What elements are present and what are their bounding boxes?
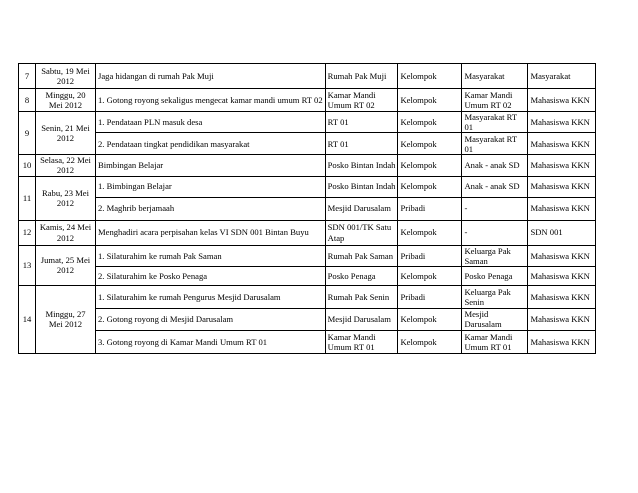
- kegiatan-cell: 3. Gotong royong di Kamar Mandi Umum RT 01: [96, 330, 326, 353]
- sasaran-cell: Masyarakat: [462, 64, 528, 89]
- table-row: [19, 245, 596, 266]
- kegiatan-cell: 2. Gotong royong di Mesjid Darusalam: [96, 308, 326, 330]
- kegiatan-cell: 1. Silaturahim ke rumah Pengurus Mesjid Darusalam: [96, 285, 326, 308]
- sifat-cell: Kelompok: [398, 308, 462, 330]
- kegiatan-cell: Menghadiri acara perpisahan kelas VI SDN 001 Bintan Buyu: [96, 220, 326, 245]
- sasaran-cell: -: [462, 220, 528, 245]
- tempat-cell: Posko Bintan Indah: [325, 176, 398, 197]
- sifat-cell: Kelompok: [398, 176, 462, 197]
- activity-table: [18, 63, 596, 354]
- kegiatan-cell: 2. Silaturahim ke Posko Penaga: [96, 266, 326, 285]
- tempat-cell: RT 01: [325, 133, 398, 155]
- table-row: [19, 220, 596, 245]
- sasaran-cell: Anak - anak SD: [462, 155, 528, 176]
- row-number: 10: [19, 155, 36, 176]
- sasaran-cell: Masyarakat RT 01: [462, 112, 528, 133]
- sifat-cell: Kelompok: [398, 330, 462, 353]
- table-row: [19, 155, 596, 176]
- date-cell: Rabu, 23 Mei 2012: [36, 176, 96, 220]
- tempat-cell: Kamar Mandi Umum RT 01: [325, 330, 398, 353]
- kegiatan-cell: 1. Gotong royong sekaligus mengecat kamar mandi umum RT 02: [96, 89, 326, 112]
- table-row: [19, 176, 596, 197]
- pelaksana-cell: Mahasiswa KKN: [528, 133, 596, 155]
- table-row: [19, 197, 596, 220]
- sifat-cell: Kelompok: [398, 220, 462, 245]
- table-row: [19, 330, 596, 353]
- kegiatan-cell: 2. Pendataan tingkat pendidikan masyarakat: [96, 133, 326, 155]
- sasaran-cell: Mesjid Darusalam: [462, 308, 528, 330]
- row-number: 7: [19, 64, 36, 89]
- date-cell: Minggu, 20 Mei 2012: [36, 89, 96, 112]
- tempat-cell: Mesjid Darusalam: [325, 308, 398, 330]
- tempat-cell: Rumah Pak Muji: [325, 64, 398, 89]
- tempat-cell: Posko Bintan Indah: [325, 155, 398, 176]
- tempat-cell: Kamar Mandi Umum RT 02: [325, 89, 398, 112]
- row-number: 12: [19, 220, 36, 245]
- sasaran-cell: Anak - anak SD: [462, 176, 528, 197]
- tempat-cell: Rumah Pak Senin: [325, 285, 398, 308]
- sifat-cell: Kelompok: [398, 64, 462, 89]
- row-number: 8: [19, 89, 36, 112]
- pelaksana-cell: Mahasiswa KKN: [528, 89, 596, 112]
- table-row: [19, 133, 596, 155]
- date-cell: Minggu, 27 Mei 2012: [36, 285, 96, 353]
- sifat-cell: Kelompok: [398, 112, 462, 133]
- tempat-cell: SDN 001/TK Satu Atap: [325, 220, 398, 245]
- row-number: 11: [19, 176, 36, 220]
- table-row: [19, 285, 596, 308]
- date-cell: Jumat, 25 Mei 2012: [36, 245, 96, 285]
- kegiatan-cell: Jaga hidangan di rumah Pak Muji: [96, 64, 326, 89]
- kegiatan-cell: 2. Maghrib berjamaah: [96, 197, 326, 220]
- sifat-cell: Kelompok: [398, 89, 462, 112]
- row-number: 9: [19, 112, 36, 155]
- sifat-cell: Pribadi: [398, 245, 462, 266]
- date-cell: Sabtu, 19 Mei 2012: [36, 64, 96, 89]
- pelaksana-cell: Mahasiswa KKN: [528, 176, 596, 197]
- tempat-cell: Mesjid Darusalam: [325, 197, 398, 220]
- pelaksana-cell: Mahasiswa KKN: [528, 197, 596, 220]
- tempat-cell: Posko Penaga: [325, 266, 398, 285]
- pelaksana-cell: Mahasiswa KKN: [528, 330, 596, 353]
- sasaran-cell: Keluarga Pak Saman: [462, 245, 528, 266]
- kegiatan-cell: 1. Pendataan PLN masuk desa: [96, 112, 326, 133]
- sifat-cell: Kelompok: [398, 266, 462, 285]
- date-cell: Selasa, 22 Mei 2012: [36, 155, 96, 176]
- sifat-cell: Kelompok: [398, 155, 462, 176]
- sasaran-cell: Kamar Mandi Umum RT 02: [462, 89, 528, 112]
- tempat-cell: RT 01: [325, 112, 398, 133]
- sifat-cell: Kelompok: [398, 133, 462, 155]
- table-row: [19, 64, 596, 89]
- kegiatan-cell: Bimbingan Belajar: [96, 155, 326, 176]
- table-row: [19, 89, 596, 112]
- pelaksana-cell: Mahasiswa KKN: [528, 112, 596, 133]
- sasaran-cell: Masyarakat RT 01: [462, 133, 528, 155]
- kegiatan-cell: 1. Bimbingan Belajar: [96, 176, 326, 197]
- row-number: 13: [19, 245, 36, 285]
- table-row: [19, 112, 596, 133]
- table-row: [19, 266, 596, 285]
- pelaksana-cell: Mahasiswa KKN: [528, 266, 596, 285]
- sasaran-cell: -: [462, 197, 528, 220]
- sasaran-cell: Posko Penaga: [462, 266, 528, 285]
- pelaksana-cell: SDN 001: [528, 220, 596, 245]
- pelaksana-cell: Mahasiswa KKN: [528, 285, 596, 308]
- date-cell: Kamis, 24 Mei 2012: [36, 220, 96, 245]
- row-number: 14: [19, 285, 36, 353]
- tempat-cell: Rumah Pak Saman: [325, 245, 398, 266]
- sifat-cell: Pribadi: [398, 285, 462, 308]
- table-row: [19, 308, 596, 330]
- kegiatan-cell: 1. Silaturahim ke rumah Pak Saman: [96, 245, 326, 266]
- sifat-cell: Pribadi: [398, 197, 462, 220]
- pelaksana-cell: Mahasiswa KKN: [528, 155, 596, 176]
- pelaksana-cell: Masyarakat: [528, 64, 596, 89]
- pelaksana-cell: Mahasiswa KKN: [528, 245, 596, 266]
- sasaran-cell: Kamar Mandi Umum RT 01: [462, 330, 528, 353]
- sasaran-cell: Keluarga Pak Senin: [462, 285, 528, 308]
- pelaksana-cell: Mahasiswa KKN: [528, 308, 596, 330]
- date-cell: Senin, 21 Mei 2012: [36, 112, 96, 155]
